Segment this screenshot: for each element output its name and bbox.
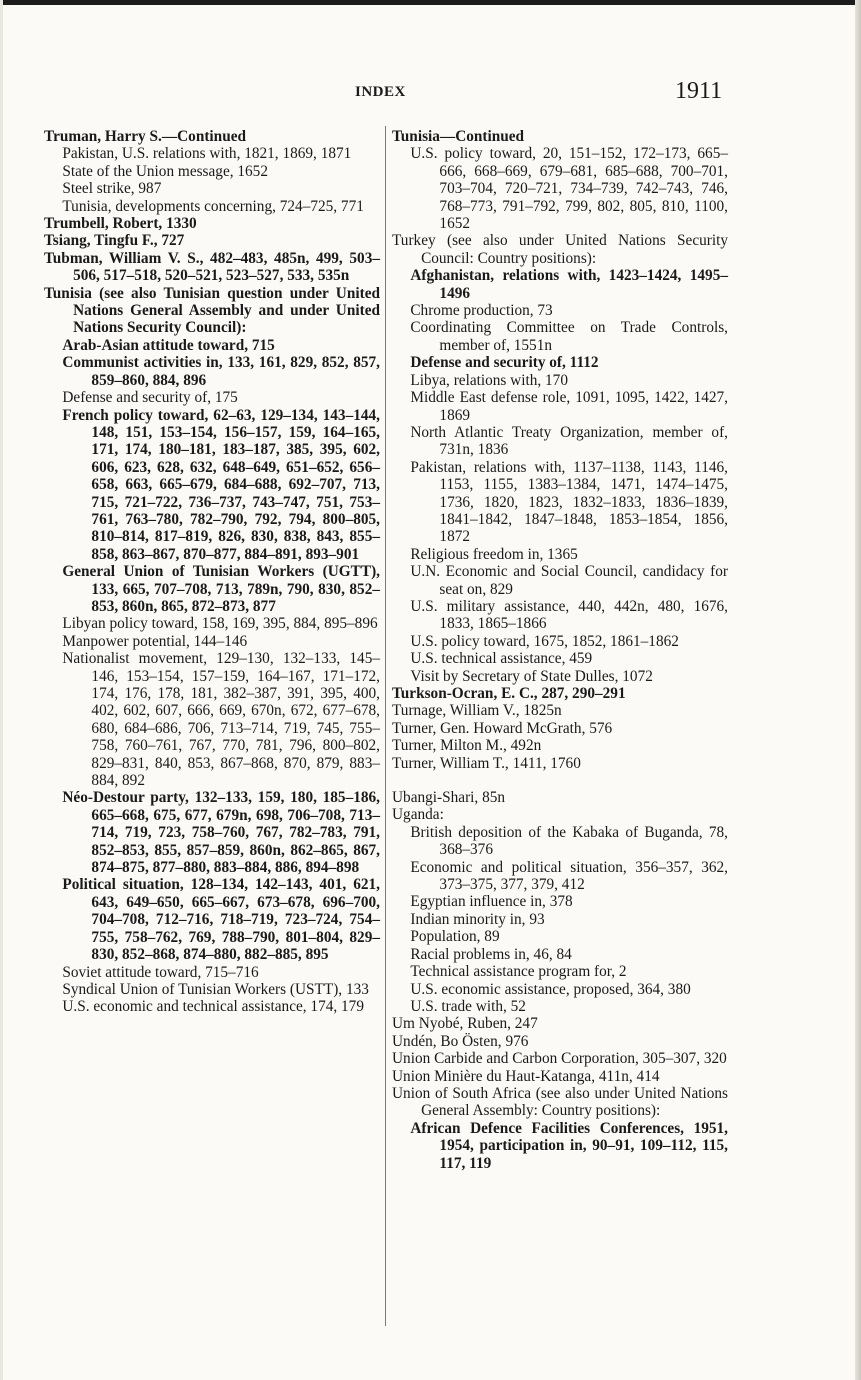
page-left-edge <box>0 0 3 1380</box>
page-top-border <box>0 0 861 5</box>
index-subentry: General Union of Tunisian Workers (UGTT), 133, 665, 707–708, 713, 789n, 790, 830, 852–853, 860n, 865, 872–873, 877 <box>62 563 380 615</box>
index-subentry: Libya, relations with, 170 <box>410 371 568 389</box>
index-entry: Uganda: <box>392 806 444 824</box>
index-subentry: Libyan policy toward, 158, 169, 395, 884, 895–896 <box>62 615 378 633</box>
index-column-left <box>44 128 380 1016</box>
index-entry: Turkson-Ocran, E. C., 287, 290–291 <box>392 685 626 702</box>
index-column-right <box>392 128 728 1172</box>
index-subentry: French policy toward, 62–63, 129–134, 143–144, 148, 151, 153–154, 156–157, 159, 164–165, 171, 174, 180–181, 183–187, 385, 395, 602, 606, 623, 628, 632, 648–649, 651–652, 656–658, 663, 665–679, 684–688, 692–707, 713, 715, 721–722, 736–737, 743–747, 751, 753–761, 763–780, 782–790, 792, 794, 800–805, 810–814, 817–819, 826, 830, 838, 843, 855–858, 863–867, 870–877, 884–891, 893–901 <box>62 406 380 563</box>
index-subentry: Arab-Asian attitude toward, 715 <box>62 336 275 354</box>
index-entry: Turner, Milton M., 492n <box>392 737 542 755</box>
index-subentry: U.S. trade with, 52 <box>410 997 526 1015</box>
index-entry: Um Nyobé, Ruben, 247 <box>392 1015 538 1033</box>
index-entry: Truman, Harry S.—Continued <box>44 128 246 145</box>
index-entry: Tubman, William V. S., 482–483, 485n, 499, 503–506, 517–518, 520–521, 523–527, 533, 535n <box>44 249 380 285</box>
index-subentry: Indian minority in, 93 <box>410 910 545 928</box>
index-subentry: Defense and security of, 1112 <box>410 354 599 372</box>
index-subentry: U.N. Economic and Social Council, candidacy for seat on, 829 <box>410 563 728 598</box>
column-divider <box>385 126 386 1326</box>
index-subentry: Religious freedom in, 1365 <box>410 545 578 563</box>
index-subentry: U.S. military assistance, 440, 442n, 480, 1676, 1833, 1865–1866 <box>410 597 728 633</box>
index-subentry: Communist activities in, 133, 161, 829, 852, 857, 859–860, 884, 896 <box>62 354 380 389</box>
index-subentry: Technical assistance program for, 2 <box>410 963 627 981</box>
index-subentry: Soviet attitude toward, 715–716 <box>62 963 259 981</box>
index-entry: Turkey (see also under United Nations Security Council: Country positions): <box>392 232 728 267</box>
index-subentry: State of the Union message, 1652 <box>62 162 268 180</box>
index-subentry: Racial problems in, 46, 84 <box>410 945 572 963</box>
index-subentry: Population, 89 <box>410 928 500 946</box>
index-subentry: Pakistan, relations with, 1137–1138, 1143, 1146, 1153, 1155, 1383–1384, 1471, 1474–1475, 1736, 1820, 1823, 1832–1833, 1836–1839, 1841–1842, 1847–1848, 1853–1854, 1856, 1872 <box>410 458 728 546</box>
index-subentry: U.S. policy toward, 1675, 1852, 1861–1862 <box>410 632 679 650</box>
index-subentry: Visit by Secretary of State Dulles, 1072 <box>410 667 653 685</box>
index-subentry: U.S. economic assistance, proposed, 364, 380 <box>410 980 691 998</box>
index-entry: Tunisia (see also Tunisian question under United Nations General Assembly and under United Nations Security Council): <box>44 284 380 337</box>
index-subentry: African Defence Facilities Conferences, 1951, 1954, participation in, 90–91, 109–112, 115, 117, 119 <box>410 1119 728 1172</box>
index-entry: Turnage, William V., 1825n <box>392 702 562 720</box>
page-number: 1911 <box>675 78 723 104</box>
index-entry: Union Carbide and Carbon Corporation, 305–307, 320 <box>392 1050 727 1068</box>
index-subentry: Egyptian influence in, 378 <box>410 893 573 911</box>
index-subentry: Manpower potential, 144–146 <box>62 632 248 650</box>
index-entry: Turner, William T., 1411, 1760 <box>392 754 581 772</box>
index-entry: Union of South Africa (see also under United Nations General Assembly: Country positions): <box>392 1084 728 1120</box>
index-subentry: Nationalist movement, 129–130, 132–133, 145–146, 153–154, 157–159, 164–167, 171–172, 174, 176, 178, 181, 382–387, 391, 395, 400, 402, 602, 607, 666, 669, 670n, 672, 677–678, 680, 684–686, 706, 713–714, 719, 745, 755–758, 760–761, 767, 770, 781, 796, 800–802, 829–831, 840, 853, 867–868, 870, 879, 883–884, 892 <box>62 650 380 790</box>
index-entry: Trumbell, Robert, 1330 <box>44 215 197 233</box>
index-entry: Tunisia—Continued <box>392 128 525 145</box>
index-subentry: Néo-Destour party, 132–133, 159, 180, 185–186, 665–668, 675, 677, 679n, 698, 706–708, 713–714, 719, 723, 758–760, 767, 782–783, 791, 852–853, 855, 857–859, 860n, 862–865, 867, 874–875, 877–880, 883–884, 886, 894–898 <box>62 789 380 877</box>
index-entry: Ubangi-Shari, 85n <box>392 789 506 807</box>
page-right-edge <box>855 0 861 1380</box>
index-subentry: Coordinating Committee on Trade Controls, member of, 1551n <box>410 319 728 354</box>
index-subentry: Middle East defense role, 1091, 1095, 1422, 1427, 1869 <box>410 389 728 424</box>
index-subentry: Tunisia, developments concerning, 724–725, 771 <box>62 197 364 215</box>
index-entry: Turner, Gen. Howard McGrath, 576 <box>392 719 613 737</box>
index-entry: Tsiang, Tingfu F., 727 <box>44 232 185 250</box>
index-subentry: British deposition of the Kabaka of Buganda, 78, 368–376 <box>410 823 728 859</box>
page-header <box>0 78 861 110</box>
index-subentry: U.S. policy toward, 20, 151–152, 172–173, 665–666, 668–669, 679–681, 685–688, 700–701, 703–704, 720–721, 734–739, 742–743, 746, 768–773, 791–792, 799, 802, 805, 810, 1100, 1652 <box>410 145 728 233</box>
index-subentry: Pakistan, U.S. relations with, 1821, 1869, 1871 <box>62 145 352 163</box>
index-entry: Union Minière du Haut-Katanga, 411n, 414 <box>392 1067 660 1085</box>
index-subentry: Chrome production, 73 <box>410 302 553 320</box>
index-subentry: Steel strike, 987 <box>62 180 162 198</box>
index-subentry: Economic and political situation, 356–357, 362, 373–375, 377, 379, 412 <box>410 858 728 894</box>
index-subentry: U.S. economic and technical assistance, 174, 179 <box>62 998 364 1016</box>
index-subentry: Defense and security of, 175 <box>62 389 238 407</box>
running-title: INDEX <box>355 84 406 100</box>
index-entry: Undén, Bo Östen, 976 <box>392 1032 529 1050</box>
index-subentry: Afghanistan, relations with, 1423–1424, 1495–1496 <box>410 267 728 302</box>
index-subentry: Political situation, 128–134, 142–143, 401, 621, 643, 649–650, 665–667, 673–678, 696–700, 704–708, 712–716, 718–719, 723–724, 754–755, 758–762, 769, 788–790, 801–804, 829–830, 852–868, 874–880, 882–885, 895 <box>62 876 380 964</box>
index-subentry: North Atlantic Treaty Organization, member of, 731n, 1836 <box>410 423 728 459</box>
index-subentry: U.S. technical assistance, 459 <box>410 650 593 668</box>
index-subentry: Syndical Union of Tunisian Workers (USTT), 133 <box>62 980 369 998</box>
